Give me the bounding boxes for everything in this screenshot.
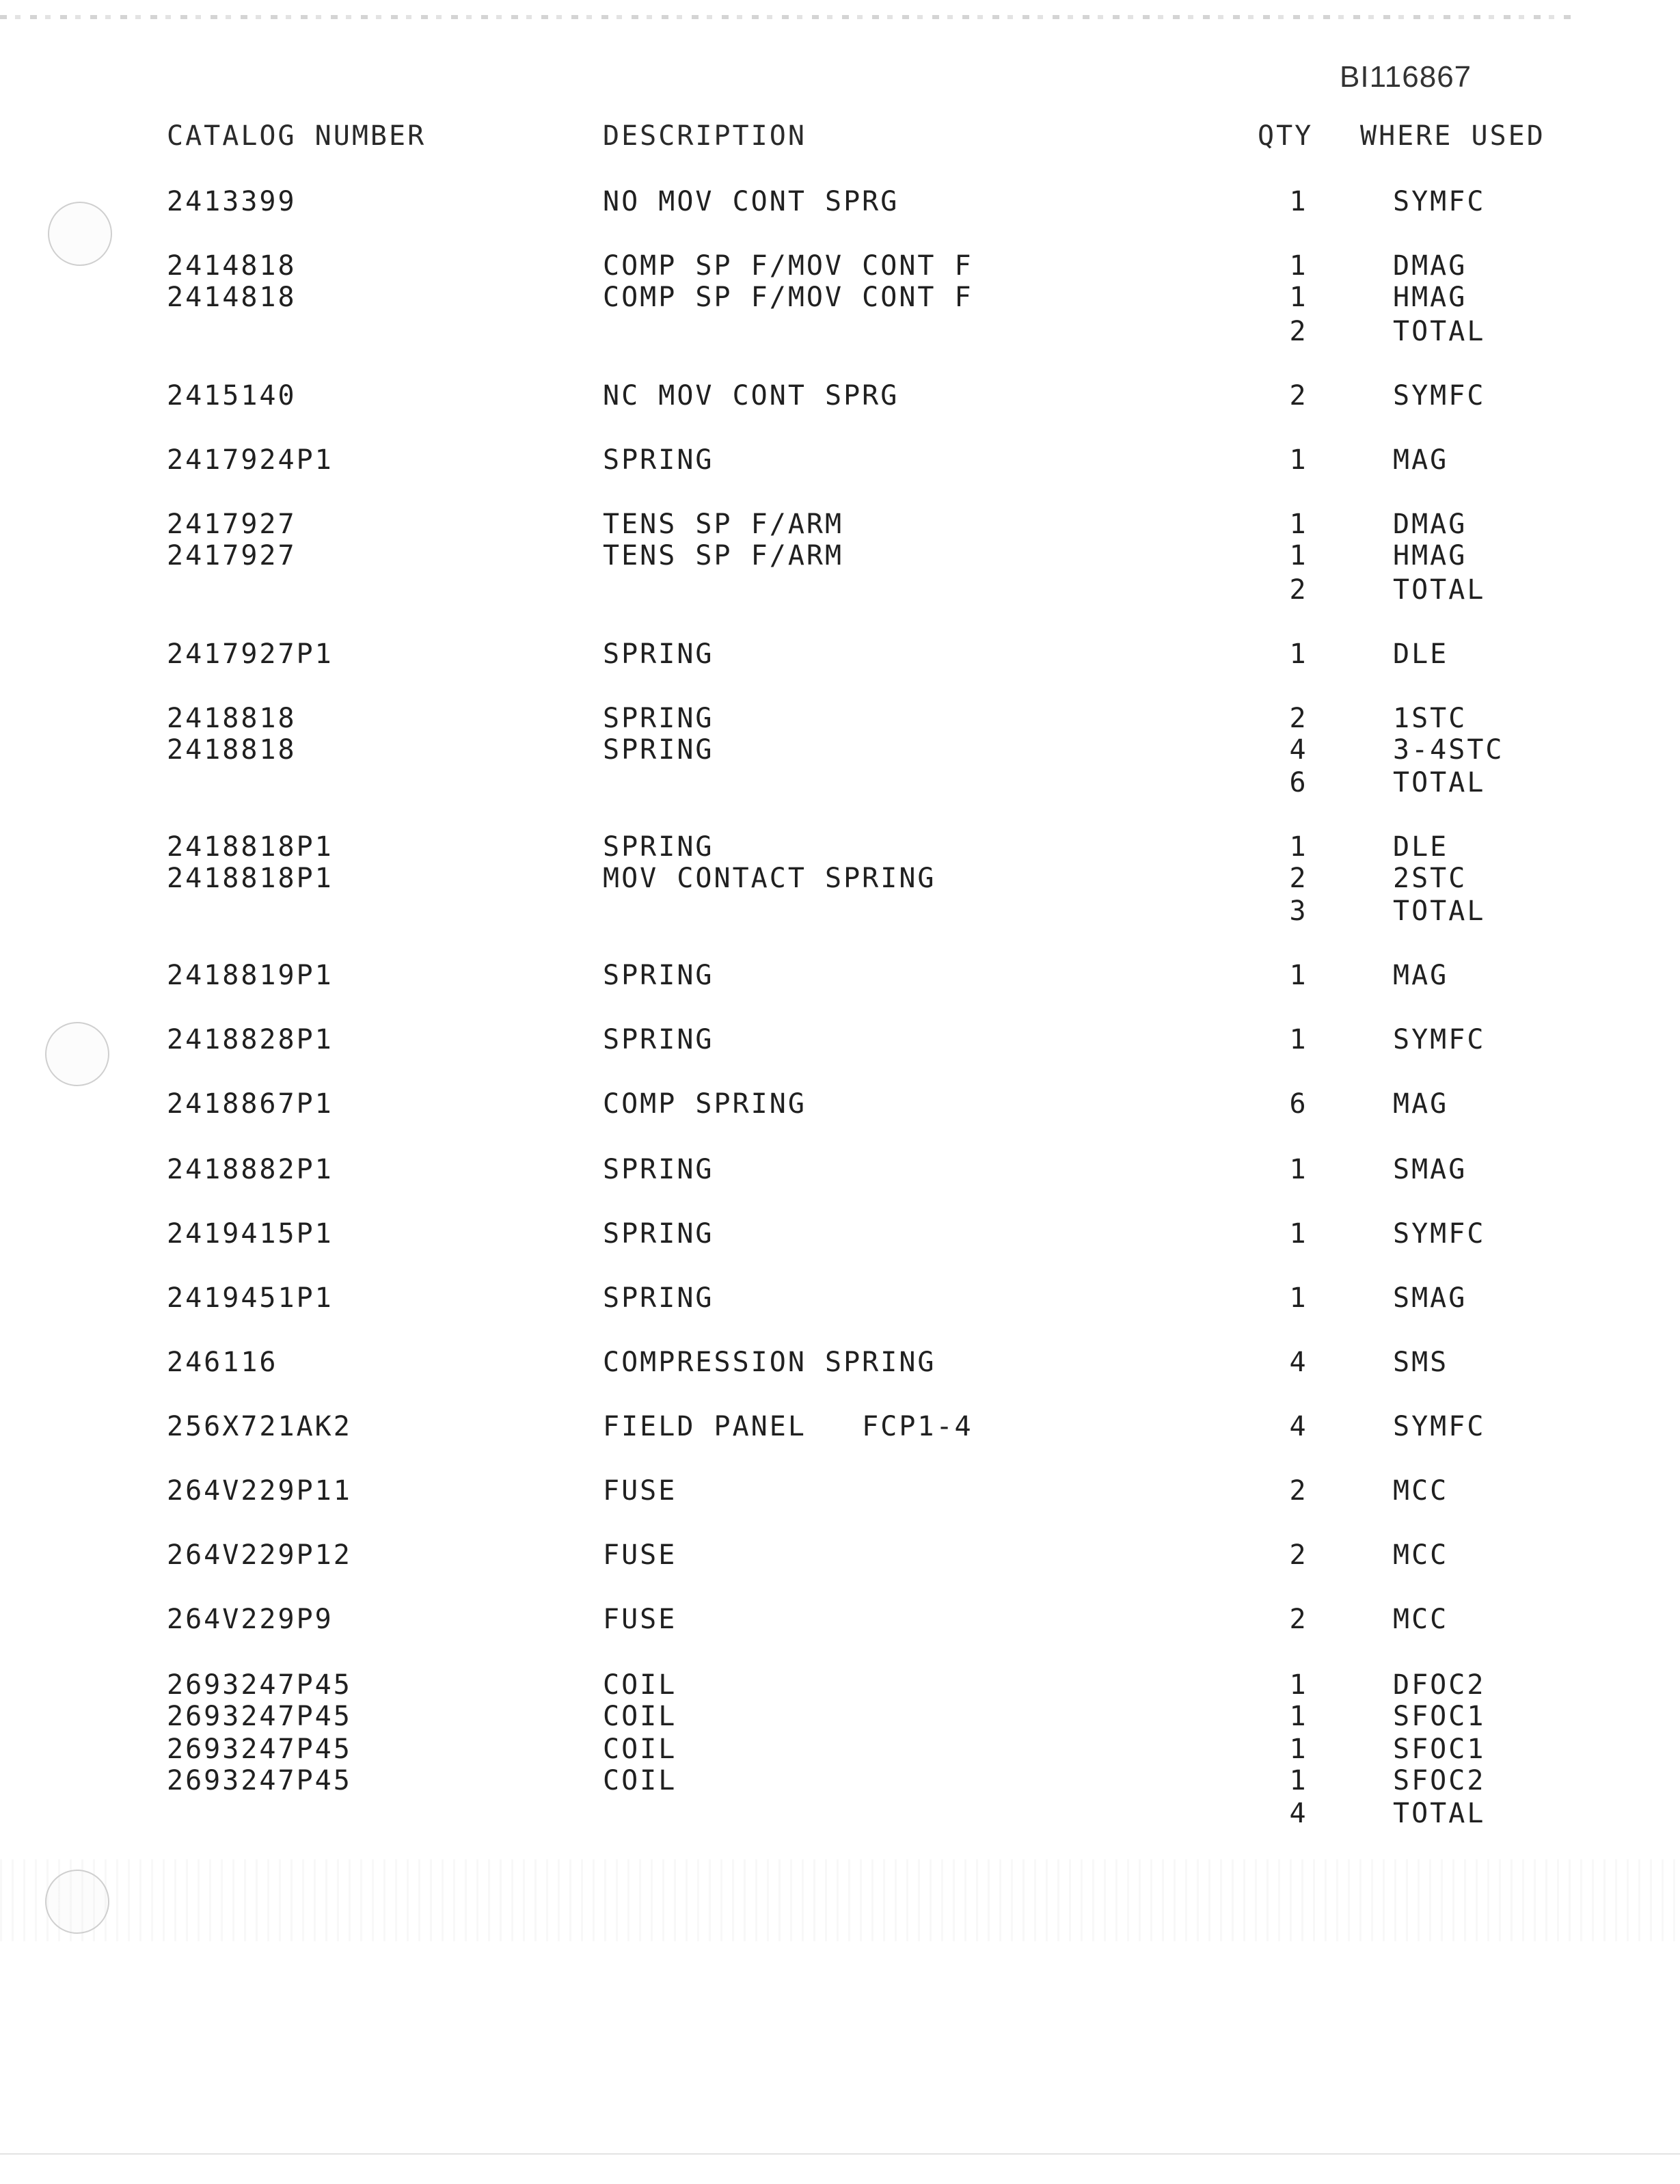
table-row — [0, 1411, 1680, 1442]
description-cell: SPRING — [603, 444, 714, 476]
catalog-number-cell: 2419415P1 — [167, 1218, 334, 1250]
catalog-number-cell: 2693247P45 — [167, 1734, 352, 1765]
where-used-cell: TOTAL — [1393, 1798, 1486, 1829]
where-used-cell: TOTAL — [1393, 767, 1486, 798]
catalog-number-cell: 2414818 — [167, 282, 297, 313]
table-row — [0, 1701, 1680, 1732]
description-cell: MOV CONTACT SPRING — [603, 863, 936, 894]
qty-cell: 1 — [1289, 1765, 1308, 1796]
description-cell: COMP SP F/MOV CONT F — [603, 250, 973, 282]
table-row — [0, 895, 1680, 927]
description-cell: FUSE — [603, 1604, 677, 1635]
qty-cell: 2 — [1289, 703, 1308, 734]
qty-cell: 2 — [1289, 316, 1308, 347]
table-row — [0, 1604, 1680, 1635]
table-row — [0, 1798, 1680, 1829]
table-row — [0, 574, 1680, 606]
table-row — [0, 509, 1680, 540]
header-qty: QTY — [1258, 120, 1314, 152]
catalog-number-cell: 2417927 — [167, 540, 297, 571]
catalog-number-cell: 2418818P1 — [167, 831, 334, 863]
where-used-cell: 1STC — [1393, 703, 1467, 734]
table-row — [0, 1475, 1680, 1507]
table-row — [0, 444, 1680, 476]
where-used-cell: DFOC2 — [1393, 1669, 1486, 1701]
qty-cell: 1 — [1289, 1154, 1308, 1185]
where-used-cell: SMAG — [1393, 1154, 1467, 1185]
where-used-cell: DMAG — [1393, 509, 1467, 540]
where-used-cell: SFOC1 — [1393, 1734, 1486, 1765]
catalog-number-cell: 2418828P1 — [167, 1024, 334, 1055]
where-used-cell: DMAG — [1393, 250, 1467, 282]
table-row — [0, 1347, 1680, 1378]
qty-cell: 1 — [1289, 186, 1308, 217]
qty-cell: 1 — [1289, 1669, 1308, 1701]
where-used-cell: 3-4STC — [1393, 734, 1504, 766]
catalog-number-cell: 2418867P1 — [167, 1088, 334, 1120]
table-row — [0, 1734, 1680, 1765]
table-row — [0, 282, 1680, 313]
table-row — [0, 863, 1680, 894]
catalog-number-cell: 264V229P11 — [167, 1475, 352, 1507]
where-used-cell: SMAG — [1393, 1282, 1467, 1314]
description-cell: SPRING — [603, 1282, 714, 1314]
where-used-cell: DLE — [1393, 831, 1449, 863]
catalog-number-cell: 2413399 — [167, 186, 297, 217]
description-cell: COMP SP F/MOV CONT F — [603, 282, 973, 313]
where-used-cell: MCC — [1393, 1539, 1449, 1571]
description-cell: NC MOV CONT SPRG — [603, 380, 899, 412]
where-used-cell: TOTAL — [1393, 895, 1486, 927]
description-cell: SPRING — [603, 1154, 714, 1185]
qty-cell: 1 — [1289, 638, 1308, 670]
qty-cell: 1 — [1289, 960, 1308, 991]
where-used-cell: HMAG — [1393, 282, 1467, 313]
table-row — [0, 1282, 1680, 1314]
where-used-cell: TOTAL — [1393, 574, 1486, 606]
description-cell: COIL — [603, 1765, 677, 1796]
header-description: DESCRIPTION — [603, 120, 807, 152]
qty-cell: 4 — [1289, 1347, 1308, 1378]
table-row — [0, 960, 1680, 991]
document-id: BI116867 — [1340, 60, 1472, 94]
catalog-number-cell: 2417927 — [167, 509, 297, 540]
catalog-number-cell: 264V229P12 — [167, 1539, 352, 1571]
description-cell: SPRING — [603, 734, 714, 766]
where-used-cell: MAG — [1393, 960, 1449, 991]
description-cell: COIL — [603, 1734, 677, 1765]
qty-cell: 1 — [1289, 1024, 1308, 1055]
catalog-number-cell: 2414818 — [167, 250, 297, 282]
catalog-number-cell: 2418818P1 — [167, 863, 334, 894]
description-cell: SPRING — [603, 638, 714, 670]
table-row — [0, 250, 1680, 282]
catalog-number-cell: 2693247P45 — [167, 1701, 352, 1732]
description-cell: SPRING — [603, 1024, 714, 1055]
where-used-cell: TOTAL — [1393, 316, 1486, 347]
qty-cell: 4 — [1289, 1411, 1308, 1442]
where-used-cell: DLE — [1393, 638, 1449, 670]
catalog-number-cell: 256X721AK2 — [167, 1411, 352, 1442]
qty-cell: 1 — [1289, 1282, 1308, 1314]
where-used-cell: MAG — [1393, 444, 1449, 476]
qty-cell: 2 — [1289, 380, 1308, 412]
where-used-cell: SFOC1 — [1393, 1701, 1486, 1732]
qty-cell: 1 — [1289, 250, 1308, 282]
where-used-cell: SYMFC — [1393, 186, 1486, 217]
where-used-cell: MCC — [1393, 1475, 1449, 1507]
qty-cell: 1 — [1289, 1701, 1308, 1732]
qty-cell: 1 — [1289, 282, 1308, 313]
where-used-cell: MCC — [1393, 1604, 1449, 1635]
catalog-number-cell: 246116 — [167, 1347, 278, 1378]
qty-cell: 2 — [1289, 863, 1308, 894]
table-row — [0, 380, 1680, 412]
catalog-number-cell: 2418818 — [167, 703, 297, 734]
description-cell: FIELD PANEL FCP1-4 — [603, 1411, 973, 1442]
qty-cell: 6 — [1289, 767, 1308, 798]
table-row — [0, 316, 1680, 347]
qty-cell: 1 — [1289, 831, 1308, 863]
where-used-cell: SYMFC — [1393, 1411, 1486, 1442]
header-where-used: WHERE USED — [1360, 120, 1545, 152]
where-used-cell: SYMFC — [1393, 380, 1486, 412]
qty-cell: 1 — [1289, 540, 1308, 571]
where-used-cell: SYMFC — [1393, 1218, 1486, 1250]
table-row — [0, 1539, 1680, 1571]
catalog-number-cell: 2693247P45 — [167, 1765, 352, 1796]
description-cell: SPRING — [603, 703, 714, 734]
qty-cell: 1 — [1289, 444, 1308, 476]
qty-cell: 2 — [1289, 1539, 1308, 1571]
description-cell: TENS SP F/ARM — [603, 509, 844, 540]
description-cell: NO MOV CONT SPRG — [603, 186, 899, 217]
description-cell: COIL — [603, 1669, 677, 1701]
description-cell: TENS SP F/ARM — [603, 540, 844, 571]
description-cell: FUSE — [603, 1539, 677, 1571]
where-used-cell: SYMFC — [1393, 1024, 1486, 1055]
catalog-number-cell: 2417927P1 — [167, 638, 334, 670]
catalog-number-cell: 2418819P1 — [167, 960, 334, 991]
where-used-cell: SFOC2 — [1393, 1765, 1486, 1796]
scan-edge-noise — [0, 15, 1572, 19]
qty-cell: 6 — [1289, 1088, 1308, 1120]
table-row — [0, 831, 1680, 863]
description-cell: SPRING — [603, 1218, 714, 1250]
description-cell: SPRING — [603, 960, 714, 991]
catalog-number-cell: 2415140 — [167, 380, 297, 412]
catalog-number-cell: 2693247P45 — [167, 1669, 352, 1701]
table-row — [0, 734, 1680, 766]
catalog-number-cell: 264V229P9 — [167, 1604, 334, 1635]
table-row — [0, 1218, 1680, 1250]
table-row — [0, 1765, 1680, 1796]
qty-cell: 1 — [1289, 509, 1308, 540]
catalog-number-cell: 2418818 — [167, 734, 297, 766]
qty-cell: 2 — [1289, 1475, 1308, 1507]
where-used-cell: MAG — [1393, 1088, 1449, 1120]
table-row — [0, 1024, 1680, 1055]
qty-cell: 4 — [1289, 734, 1308, 766]
table-row — [0, 1154, 1680, 1185]
table-row — [0, 767, 1680, 798]
qty-cell: 2 — [1289, 574, 1308, 606]
where-used-cell: SMS — [1393, 1347, 1449, 1378]
scan-bottom-noise — [0, 1859, 1680, 1941]
catalog-number-cell: 2417924P1 — [167, 444, 334, 476]
description-cell: COMPRESSION SPRING — [603, 1347, 936, 1378]
header-catalog-number: CATALOG NUMBER — [167, 120, 426, 152]
qty-cell: 4 — [1289, 1798, 1308, 1829]
where-used-cell: 2STC — [1393, 863, 1467, 894]
qty-cell: 2 — [1289, 1604, 1308, 1635]
table-row — [0, 703, 1680, 734]
table-row — [0, 638, 1680, 670]
qty-cell: 1 — [1289, 1218, 1308, 1250]
table-row — [0, 1669, 1680, 1701]
qty-cell: 3 — [1289, 895, 1308, 927]
table-row — [0, 1088, 1680, 1120]
scan-bottom-rule — [0, 2153, 1680, 2155]
catalog-number-cell: 2419451P1 — [167, 1282, 334, 1314]
description-cell: COIL — [603, 1701, 677, 1732]
description-cell: FUSE — [603, 1475, 677, 1507]
where-used-cell: HMAG — [1393, 540, 1467, 571]
catalog-number-cell: 2418882P1 — [167, 1154, 334, 1185]
table-row — [0, 186, 1680, 217]
qty-cell: 1 — [1289, 1734, 1308, 1765]
table-row — [0, 540, 1680, 571]
description-cell: SPRING — [603, 831, 714, 863]
description-cell: COMP SPRING — [603, 1088, 807, 1120]
